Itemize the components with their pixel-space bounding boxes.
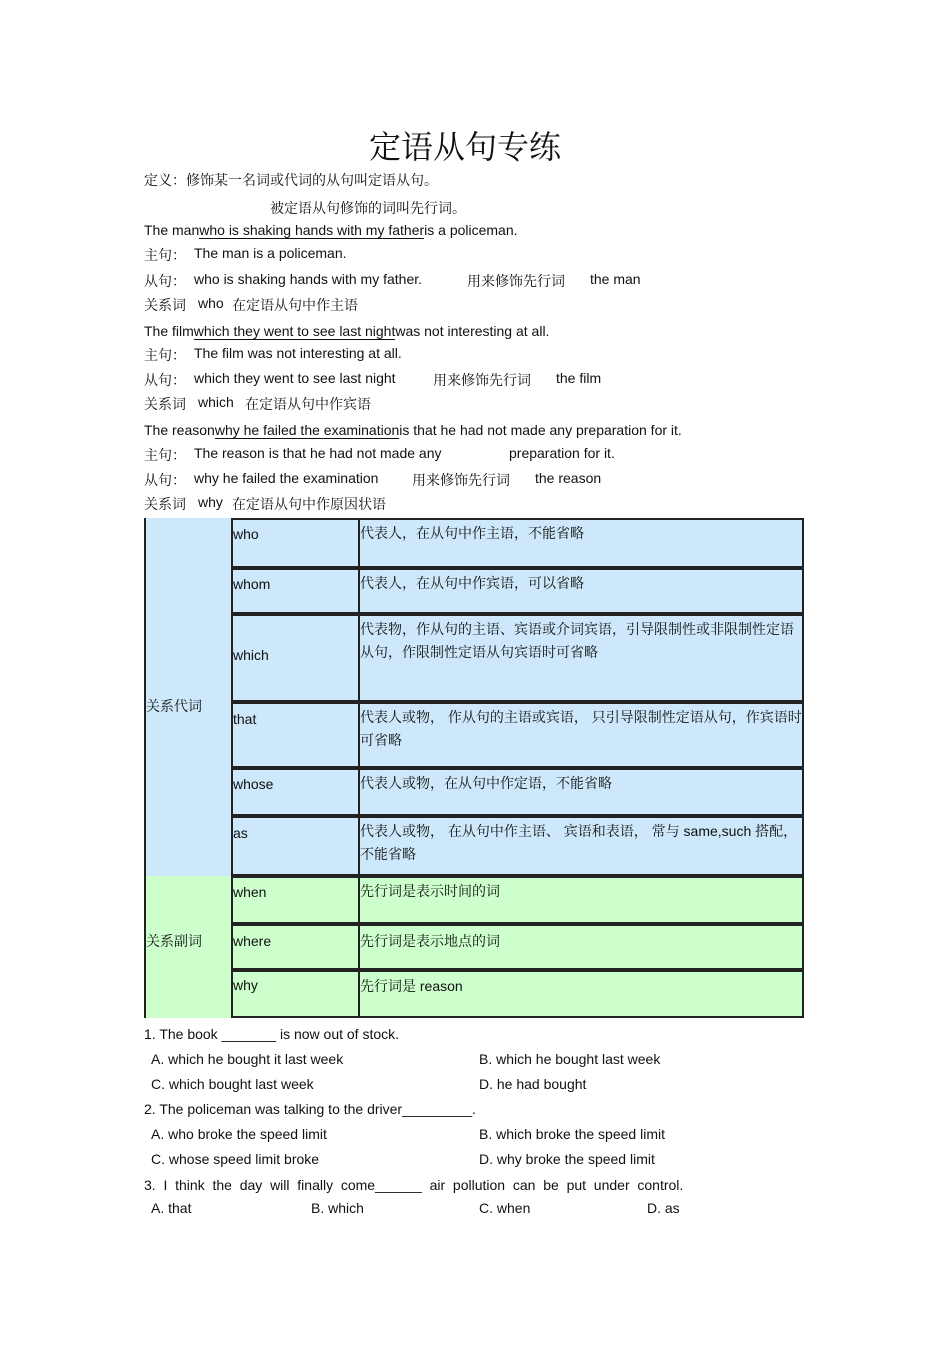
sentence-text: The man — [144, 222, 200, 238]
relative-word: whose — [233, 776, 274, 792]
table-row — [231, 702, 804, 768]
table-row — [231, 924, 804, 970]
question-2-option: A. who broke the speed limit — [151, 1126, 327, 1142]
question-3-option: B. which — [311, 1200, 364, 1216]
table-row — [231, 816, 804, 876]
description: 先行词是 reason — [360, 978, 463, 994]
relative-word: as — [233, 825, 248, 841]
main-clause-label: 主句： — [144, 247, 186, 263]
table-row — [231, 876, 804, 924]
modifies-text: 用来修饰先行词 — [433, 372, 531, 388]
question-1-option: A. which he bought it last week — [151, 1051, 344, 1067]
question-1-stem: 1. The book _______ is now out of stock. — [144, 1026, 400, 1042]
relative-word-role: 在定语从句中作主语 — [232, 297, 358, 313]
description-cell — [358, 876, 804, 924]
page-title: 定语从句专练 — [368, 128, 561, 166]
word-cell — [231, 568, 359, 614]
main-clause-tail: preparation for it. — [509, 445, 615, 461]
question-1-option: B. which he bought last week — [479, 1051, 661, 1067]
underlined-clause: why he failed the examination — [214, 422, 400, 438]
definition-line-1: 定义：修饰某一名词或代词的从句叫定语从句。 — [144, 172, 438, 188]
question-2-option: C. whose speed limit broke — [151, 1151, 320, 1167]
word-cell — [231, 876, 359, 924]
description-cell — [358, 768, 804, 816]
relative-word: why — [198, 494, 223, 510]
relative-word: who — [198, 295, 224, 311]
table-row — [231, 568, 804, 614]
modifies-text: 用来修饰先行词 — [412, 472, 510, 488]
main-clause-label: 主句： — [144, 447, 186, 463]
underlined-clause: who is shaking hands with my father — [199, 222, 425, 238]
adverb-category-label: 关系副词 — [146, 933, 202, 949]
description: 代表人或物， 作从句的主语或宾语， 只引导限制性定语从句，作宾语时可省略 — [360, 709, 802, 748]
description-cell — [358, 816, 804, 876]
relative-word: that — [233, 711, 257, 727]
word-cell — [231, 614, 359, 702]
description: 代表人或物， 在从句中作主语、 宾语和表语， 常与 same,such 搭配，不能省略 — [360, 823, 798, 862]
relative-word: why — [233, 977, 258, 993]
main-clause: The reason is that he had not made any — [194, 445, 442, 461]
word-cell — [231, 816, 359, 876]
word-cell — [231, 702, 359, 768]
sub-clause-label: 从句： — [144, 372, 186, 388]
antecedent: the man — [590, 271, 641, 287]
question-2-stem: 2. The policeman was talking to the driver_________. — [144, 1101, 477, 1117]
antecedent: the film — [556, 370, 602, 386]
relative-word: whom — [233, 576, 271, 592]
word-cell — [231, 768, 359, 816]
sub-clause: who is shaking hands with my father. — [194, 271, 423, 287]
description: 先行词是表示地点的词 — [360, 933, 500, 949]
sub-clause: why he failed the examination — [194, 470, 379, 486]
sentence-text: The reason — [144, 422, 215, 438]
description: 代表物，作从句的主语、宾语或介词宾语，引导限制性或非限制性定语从句，作限制性定语从句宾语时可省略 — [360, 621, 794, 660]
table-row — [231, 614, 804, 702]
description: 代表人，在从句中作主语，不能省略 — [360, 525, 584, 541]
description-cell — [358, 702, 804, 768]
sub-clause-label: 从句： — [144, 273, 186, 289]
question-3-stem: 3. I think the day will finally come______ air pollution can be put under control. — [144, 1177, 684, 1193]
sentence-text: The film — [144, 323, 194, 339]
relative-word-label: 关系词 — [144, 297, 186, 313]
description: 代表人或物，在从句中作定语，不能省略 — [360, 775, 612, 791]
main-clause: The man is a policeman. — [194, 245, 347, 261]
description-cell — [358, 614, 804, 702]
word-cell — [231, 970, 359, 1018]
question-1-option: D. he had bought — [479, 1076, 587, 1092]
question-3-option: D. as — [647, 1200, 680, 1216]
description-cell — [358, 568, 804, 614]
relative-word-role: 在定语从句中作宾语 — [245, 396, 371, 412]
description-cell — [358, 970, 804, 1018]
example-3-sentence — [144, 422, 682, 439]
relative-word-table — [144, 518, 804, 1018]
relative-word: where — [233, 933, 272, 949]
sub-clause: which they went to see last night — [194, 370, 396, 386]
question-1-option: C. which bought last week — [151, 1076, 314, 1092]
pronoun-category-label: 关系代词 — [146, 698, 202, 714]
question-3-option: C. when — [479, 1200, 531, 1216]
word-cell — [231, 924, 359, 970]
underlined-clause: which they went to see last night — [193, 323, 396, 339]
example-2-sentence — [144, 323, 549, 340]
question-2-option: B. which broke the speed limit — [479, 1126, 665, 1142]
pronoun-category-cell — [144, 518, 231, 876]
question-2-option: D. why broke the speed limit — [479, 1151, 655, 1167]
relative-word: which — [233, 647, 269, 663]
modifies-text: 用来修饰先行词 — [467, 273, 565, 289]
relative-word-role: 在定语从句中作原因状语 — [232, 496, 386, 512]
relative-word: which — [198, 394, 234, 410]
main-clause-label: 主句： — [144, 347, 186, 363]
relative-word: when — [233, 884, 267, 900]
relative-word-label: 关系词 — [144, 496, 186, 512]
antecedent: the reason — [535, 470, 602, 486]
description-cell — [358, 518, 804, 568]
main-clause: The film was not interesting at all. — [194, 345, 402, 361]
description: 先行词是表示时间的词 — [360, 883, 500, 899]
definition-line-2: 被定语从句修饰的词叫先行词。 — [270, 200, 466, 216]
sentence-text: was not interesting at all. — [395, 323, 550, 339]
description-cell — [358, 924, 804, 970]
sentence-text: is that he had not made any preparation for it. — [399, 422, 682, 438]
relative-word-label: 关系词 — [144, 396, 186, 412]
table-row — [231, 518, 804, 568]
relative-word: who — [233, 526, 259, 542]
adverb-category-cell — [144, 876, 231, 1018]
word-cell — [231, 518, 359, 568]
example-1-sentence — [144, 222, 518, 239]
table-row — [231, 970, 804, 1018]
sub-clause-label: 从句： — [144, 472, 186, 488]
table-row — [231, 768, 804, 816]
question-3-option: A. that — [151, 1200, 192, 1216]
sentence-text: is a policeman. — [424, 222, 518, 238]
description: 代表人，在从句中作宾语，可以省略 — [360, 575, 584, 591]
